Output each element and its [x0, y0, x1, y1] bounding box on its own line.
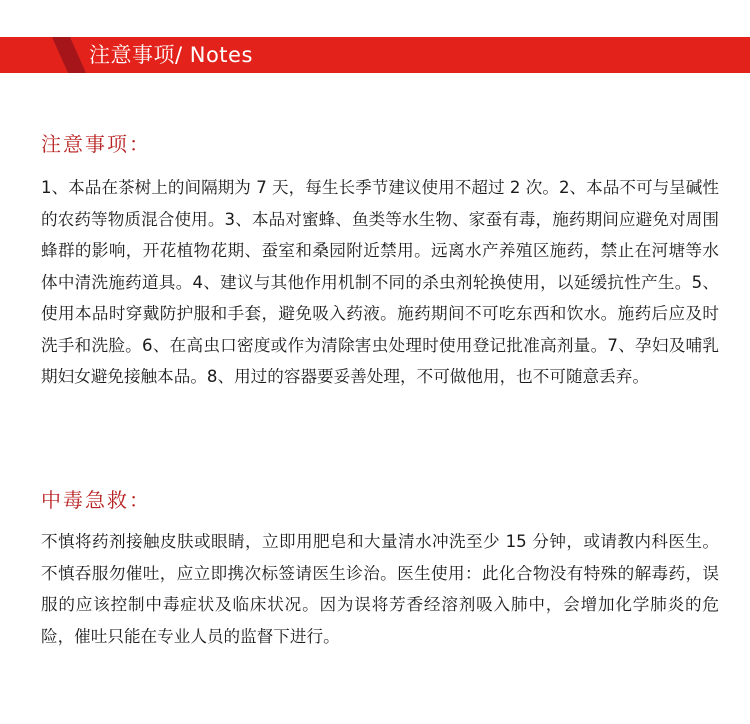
precautions-heading: 注意事项：	[41, 132, 151, 156]
banner-title: 注意事项/ Notes	[89, 43, 253, 67]
precautions-text: 1、本品在茶树上的间隔期为 7 天，每生长季节建议使用不超过 2 次。2、本品不可与呈碱性的农药等物质混合使用。3、本品对蜜蜂、鱼类等水生物、家蚕有毒，施药期间应避免对周围蜂群的影响，开花植物花期、蚕室和桑园附近禁用。远离水产养殖区施药，禁止在河塘等水体中清洗施药道具。4、建议与其他作用机制不同的杀虫剂轮换使用，以延缓抗性产生。5、使用本品时穿戴防护服和手套，避免吸入药液。施药期间不可吃东西和饮水。施药后应及时洗手和洗脸。6、在高虫口密度或作为清除害虫处理时使用登记批准高剂量。7、孕妇及哺乳期妇女避免接触本品。8、用过的容器要妥善处理，不可做他用，也不可随意丢弃。	[41, 178, 719, 386]
section-banner	[0, 37, 750, 73]
first-aid-heading: 中毒急救：	[41, 488, 151, 512]
first-aid-text: 不慎将药剂接触皮肤或眼睛，立即用肥皂和大量清水冲洗至少 15 分钟，或请教内科医生。不慎吞服勿催吐，应立即携次标签请医生诊治。医生使用：此化合物没有特殊的解毒药，误服的应该控制中毒症状及临床状况。因为误将芳香经溶剂吸入肺中，会增加化学肺炎的危险，催吐只能在专业人员的监督下进行。	[41, 532, 719, 646]
